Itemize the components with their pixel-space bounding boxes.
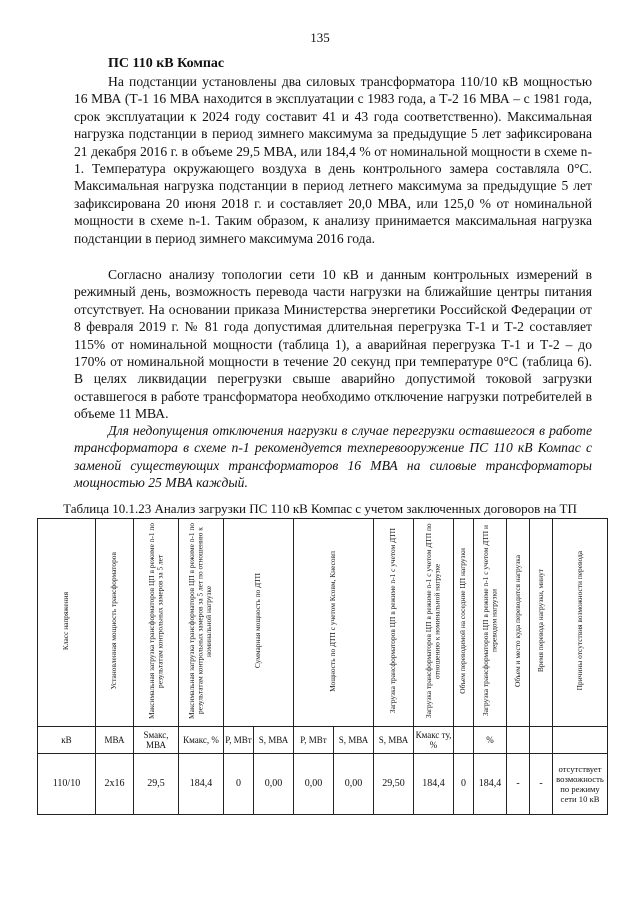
section-heading: ПС 110 кВ Компас xyxy=(108,56,225,71)
value-cell: 29,5 xyxy=(134,754,179,815)
page-number: 135 xyxy=(310,30,330,45)
recommendation-text: Для недопущения отключения нагрузки в случае перегрузки оставшегося в работе трансформатора в схеме n-1 рекомендуется техперевооружение ПС 110 кВ Компас с заменой существующих трансформаторов 16 МВА на силовые трансформаторы мощностью 25 МВА каждый. xyxy=(74,423,592,491)
value-cell: 184,4 xyxy=(414,754,454,815)
table-header-row xyxy=(38,519,608,727)
value-cell: 0,00 xyxy=(334,754,374,815)
paragraph-3 xyxy=(74,422,592,492)
unit-cell: P, МВт xyxy=(224,727,254,754)
unit-cell: кВ xyxy=(38,727,96,754)
header-cell: Установленная мощность трансформаторов xyxy=(109,552,119,690)
value-cell: 110/10 xyxy=(38,754,96,815)
header-cell: Класс напряжения xyxy=(61,591,71,651)
value-cell: - xyxy=(530,754,553,815)
unit-cell xyxy=(507,727,530,754)
paragraph-2 xyxy=(74,266,592,423)
unit-cell xyxy=(454,727,474,754)
unit-cell: Кмакс, % xyxy=(179,727,224,754)
header-cell: Загрузка трансформаторов ЦП в режиме n-1 с учетом ДТП xyxy=(388,528,398,714)
unit-cell: S, МВА xyxy=(334,727,374,754)
unit-cell: P, МВт xyxy=(294,727,334,754)
value-cell: 0,00 xyxy=(294,754,334,815)
value-cell: 184,4 xyxy=(179,754,224,815)
header-cell: Загрузка трансформаторов ЦП в режиме n-1 с учетом ДТП по отношению к номинальной нагрузке xyxy=(424,523,442,719)
header-cell: Максимальная загрузка трансформаторов ЦП в режиме n-1 по результатам контрольных замеров за 5 лет по отношению к номинальной нагрузке xyxy=(187,522,214,720)
unit-cell: % xyxy=(474,727,507,754)
paragraph-text: На подстанции установлены два силовых трансформатора 110/10 кВ мощностью 16 МВА (Т-1 16 МВА находится в эксплуатации с 1983 года, а Т-2 16 МВА – с 1981 года, срок эксплуатации к 2024 году составит 41 и 43 года соответственно). Максимальная нагрузка подстанции в период зимнего максимума за предыдущие 5 лет зафиксирована 21 декабря 2016 г. в объеме 29,5 МВА, или 184,4 % от номинальной мощности в схеме n-1. Температура окружающего воздуха в день контрольного замера составляла 0°С. Максимальная нагрузка подстанции в период летнего максимума за предыдущие 5 лет зафиксирована 20 июня 2018 г. и составляет 20,0 МВА, или 125,0 % от номинальной мощности в схеме n-1. Таким образом, к анализу принимается максимальная нагрузка подстанции в период зимнего максимума 2016 года. xyxy=(74,74,592,246)
header-cell: Время перевода нагрузки, минут xyxy=(535,569,545,673)
table-caption: Таблица 10.1.23 Анализ загрузки ПС 110 кВ Компас с учетом заключенных договоров на ТП xyxy=(63,501,577,516)
value-cell: 0 xyxy=(454,754,474,815)
value-cell: 29,50 xyxy=(374,754,414,815)
header-cell: Суммарная мощность по ДТП xyxy=(253,573,263,669)
table-units-row xyxy=(38,727,608,754)
table-row xyxy=(38,754,608,815)
value-cell: 184,4 xyxy=(474,754,507,815)
value-cell: 0,00 xyxy=(254,754,294,815)
header-cell: Мощность по ДТП с учетом Ксовм, Кнесовп xyxy=(328,550,338,692)
reason-cell: отсутствует возможность по режиму сети 10 кВ xyxy=(553,754,608,815)
paragraph-text: Согласно анализу топологии сети 10 кВ и данным контрольных измерений в режимный день, возможность перевода части нагрузки на ближайшие центры питания отсутствует. На основании приказа Министерства энергетики Российской Федерации от 8 февраля 2019 г. № 81 года допустимая длительная перегрузка Т-1 и Т-2 составляет 115% от номинальной мощности (таблица 1), а аварийная перегрузка Т-1 и Т-2 – до 170% от номинальной мощности в течение 20 секунд при температуре 0°С (таблица 6). В целях ликвидации перегрузки свыше аварийно допустимой токовой загрузки оставшегося в работе трансформатора необходимо отключение нагрузки потребителей в объеме 11 МВА. xyxy=(74,267,592,422)
header-cell: Загрузка трансформаторов ЦП в режиме n-1 с учетом ДТП и переводом нагрузки xyxy=(480,525,498,717)
value-cell: - xyxy=(507,754,530,815)
unit-cell xyxy=(553,727,608,754)
value-cell: 2х16 xyxy=(96,754,134,815)
header-cell: Объем переводимой на соседние ЦП нагрузки xyxy=(458,548,468,694)
unit-cell: Sмакс, МВА xyxy=(134,727,179,754)
paragraph-1 xyxy=(74,73,592,247)
unit-cell: S, МВА xyxy=(374,727,414,754)
header-cell: Причины отсутствия возможности перевода xyxy=(574,551,584,691)
value-cell: 0 xyxy=(224,754,254,815)
unit-cell: S, МВА xyxy=(254,727,294,754)
load-analysis-table xyxy=(37,518,608,815)
unit-cell xyxy=(530,727,553,754)
unit-cell: Кмакс ту, % xyxy=(414,727,454,754)
header-cell: Объем и место куда переводится нагрузка xyxy=(512,555,522,687)
unit-cell: МВА xyxy=(96,727,134,754)
header-cell: Максимальная загрузка трансформаторов ЦП в режиме n-1 по результатам контрольных замеров за 5 лет xyxy=(146,522,164,720)
